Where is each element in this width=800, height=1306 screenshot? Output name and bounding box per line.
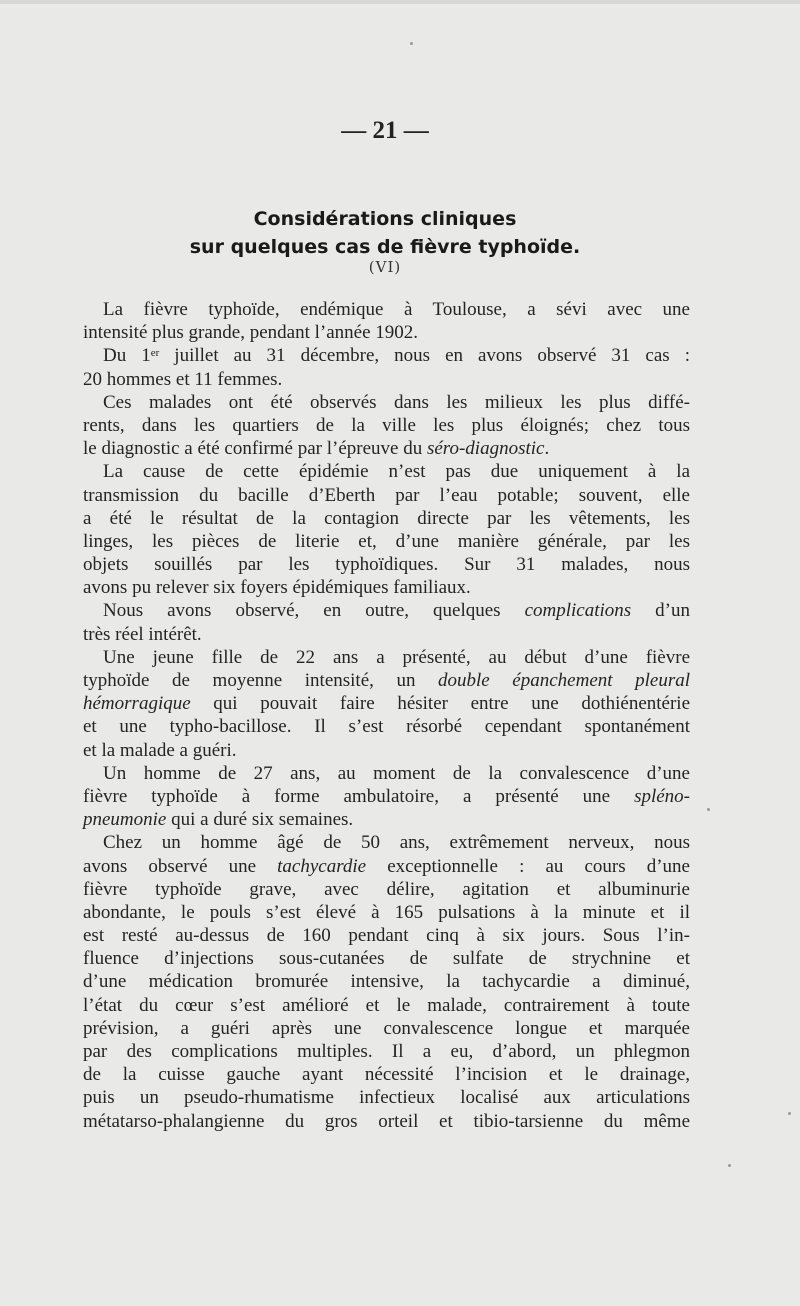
text-line: 20 hommes et 11 femmes. xyxy=(83,368,283,390)
text-line: l’état du cœur s’est amélioré et le malade, contrairement à toute xyxy=(83,994,690,1016)
text-line: fièvre typhoïde grave, avec délire, agitation et albuminurie xyxy=(83,878,690,900)
text-line: fièvre typhoïde à forme ambulatoire, a présenté une spléno- xyxy=(83,785,690,807)
text-line: le diagnostic a été confirmé par l’épreuve du séro-diagnostic. xyxy=(83,438,550,460)
text-line: prévision, a guéri après une convalescence longue et marquée xyxy=(83,1017,690,1039)
paper-speck xyxy=(728,1164,731,1167)
text-line: objets souillés par les typhoïdiques. Sur 31 malades, nous xyxy=(83,554,690,576)
paper-speck xyxy=(410,42,413,45)
paper-speck xyxy=(788,1112,791,1115)
text-line: linges, les pièces de literie et, d’une manière générale, par les xyxy=(83,530,690,552)
section-number: (VI) xyxy=(368,258,402,276)
text-line: Un homme de 27 ans, au moment de la convalescence d’une xyxy=(103,762,690,784)
text-line: La cause de cette épidémie n’est pas due uniquement à la xyxy=(103,461,690,483)
text-line: pneumonie qui a duré six semaines. xyxy=(83,809,354,831)
title-line-2: sur quelques cas de fièvre typhoïde. xyxy=(189,236,581,258)
text-line: Chez un homme âgé de 50 ans, extrêmement nerveux, nous xyxy=(103,832,690,854)
body-text xyxy=(83,298,690,1133)
paper-speck xyxy=(707,808,710,811)
text-line: très réel intérêt. xyxy=(83,623,202,645)
text-line: a été le résultat de la contagion directe par les vêtements, les xyxy=(83,507,690,529)
text-line: métatarso-phalangienne du gros orteil et tibio-tarsienne du même xyxy=(83,1110,690,1132)
text-line: fluence d’injections sous-cutanées de sulfate de strychnine et xyxy=(83,948,690,970)
text-line: Du 1er juillet au 31 décembre, nous en avons observé 31 cas : xyxy=(103,345,690,367)
text-line: de la cuisse gauche ayant nécessité l’incision et le drainage, xyxy=(83,1064,690,1086)
text-line: hémorragique qui pouvait faire hésiter entre une dothiénentérie xyxy=(83,693,690,715)
text-line: rents, dans les quartiers de la ville les plus éloignés; chez tous xyxy=(83,414,690,436)
text-line: par des complications multiples. Il a eu, d’abord, un phlegmon xyxy=(83,1041,690,1062)
text-line: Nous avons observé, en outre, quelques complications d’un xyxy=(103,600,691,622)
text-line: d’une médication bromurée intensive, la tachycardie a diminué, xyxy=(83,971,690,993)
text-line: avons pu relever six foyers épidémiques familiaux. xyxy=(83,577,471,599)
text-line: Une jeune fille de 22 ans a présenté, au début d’une fièvre xyxy=(103,646,690,668)
text-line: La fièvre typhoïde, endémique à Toulouse, a sévi avec une xyxy=(103,299,690,320)
text-line: typhoïde de moyenne intensité, un double épanchement pleural xyxy=(83,670,690,691)
text-line: et une typho-bacillose. Il s’est résorbé cependant spontanément xyxy=(83,716,690,738)
text-line: intensité plus grande, pendant l’année 1902. xyxy=(83,322,419,344)
page-number: — 21 — xyxy=(341,117,429,144)
text-line: Ces malades ont été observés dans les milieux les plus diffé- xyxy=(103,391,690,413)
title-line-1: Considérations cliniques xyxy=(253,208,517,230)
text-line: puis un pseudo-rhumatisme infectieux localisé aux articulations xyxy=(83,1087,690,1109)
text-line: abondante, le pouls s’est élevé à 165 pulsations à la minute et il xyxy=(83,901,690,923)
text-line: transmission du bacille d’Eberth par l’eau potable; souvent, elle xyxy=(83,484,690,506)
text-line: avons observé une tachycardie exceptionnelle : au cours d’une xyxy=(83,855,690,877)
section-title xyxy=(0,205,770,261)
text-line: est resté au-dessus de 160 pendant cinq à six jours. Sous l’in- xyxy=(83,925,690,947)
text-line: et la malade a guéri. xyxy=(83,739,237,761)
page-edge xyxy=(0,0,800,4)
